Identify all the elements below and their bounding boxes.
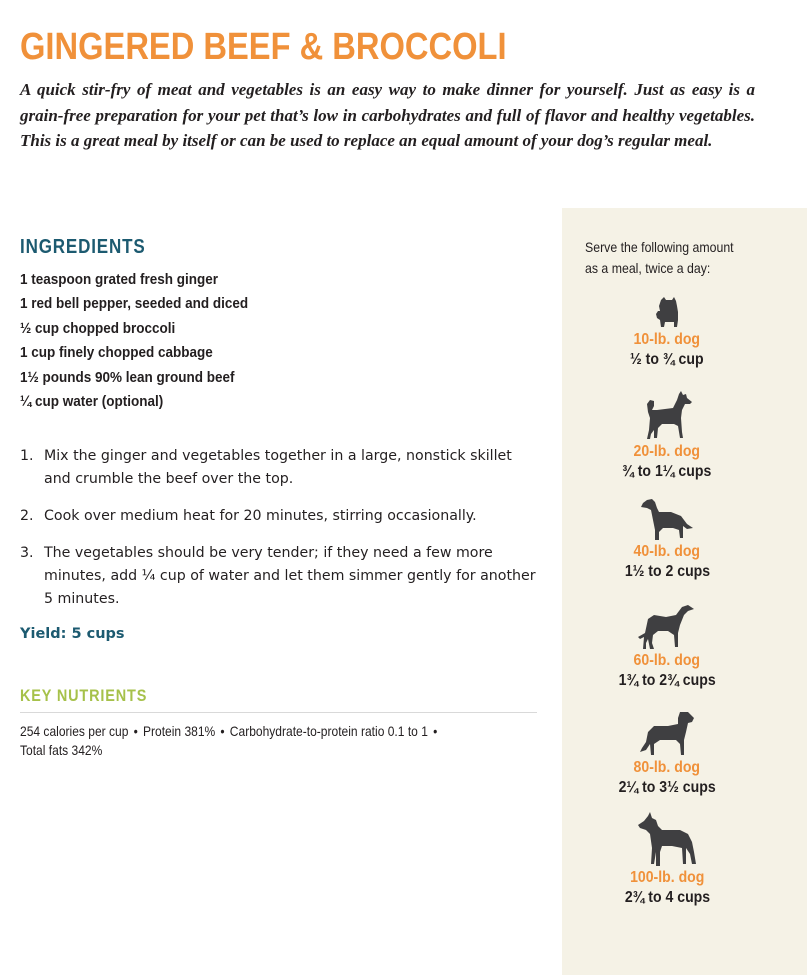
nutrients-list: [20, 722, 502, 760]
dog-weight: 60-lb. dog: [633, 652, 701, 669]
serving-note-line: as a meal, twice a day:: [585, 260, 711, 276]
retriever-dog-icon: [637, 498, 697, 542]
dog-serving-100lb: [562, 812, 772, 908]
step-text: The vegetables should be very tender; if they need a few more minutes, add ¼ cup of water and let them simmer gently for another 5 minutes.: [44, 545, 536, 607]
step-text: Mix the ginger and vegetables together in a large, nonstick skillet and crumble the beef over the top.: [44, 448, 512, 487]
small-dog-icon: [647, 296, 687, 330]
ingredients-heading: INGREDIENTS: [20, 236, 146, 258]
greyhound-dog-icon: [636, 603, 698, 651]
labrador-dog-icon: [636, 710, 698, 758]
dog-serving-10lb: [562, 296, 772, 370]
instruction-step: [20, 445, 540, 491]
ingredient-item: 1 cup finely chopped cabbage: [20, 344, 213, 362]
dog-weight: 40-lb. dog: [633, 543, 701, 560]
nutrient-item: Protein 381%: [142, 723, 216, 739]
dog-weight: 10-lb. dog: [633, 331, 701, 348]
instructions-list: [20, 445, 540, 625]
ingredient-item: 1 red bell pepper, seeded and diced: [20, 295, 249, 313]
dog-amount: 1¾ to 2¾ cups: [618, 672, 716, 689]
great-dane-dog-icon: [636, 812, 698, 868]
step-number: 2.: [20, 508, 34, 524]
recipe-title: GINGERED BEEF & BROCCOLI: [20, 26, 507, 68]
nutrient-item: 254 calories per cup: [20, 723, 129, 739]
step-text: Cook over medium heat for 20 minutes, stirring occasionally.: [44, 508, 477, 524]
ingredient-item: 1½ pounds 90% lean ground beef: [20, 368, 235, 386]
recipe-intro: A quick stir-fry of meat and vegetables is an easy way to make dinner for yourself. Just as easy is a grain-free preparation for your pet that’s low in carbohydrates and full of flavor and healthy vegetables. This is a great meal by itself or can be used to replace an equal amount of your dog’s regular meal.: [20, 80, 755, 150]
serving-note: [585, 237, 734, 279]
dog-serving-40lb: [562, 498, 772, 582]
nutrient-item: Total fats 342%: [20, 742, 103, 758]
instruction-step: [20, 542, 540, 611]
divider: [20, 712, 537, 713]
dog-amount: ½ to ¾ cup: [630, 351, 704, 368]
nutrient-item: Carbohydrate-to-protein ratio 0.1 to 1: [229, 723, 428, 739]
recipe-yield: Yield: 5 cups: [20, 626, 125, 642]
dog-amount: ¾ to 1¼ cups: [622, 463, 712, 480]
ingredient-item: ½ cup chopped broccoli: [20, 319, 176, 337]
serving-note-line: Serve the following amount: [585, 239, 734, 255]
key-nutrients-heading: KEY NUTRIENTS: [20, 686, 148, 705]
dog-amount: 2¼ to 3½ cups: [618, 779, 716, 796]
separator-dot: •: [133, 723, 138, 739]
dog-serving-80lb: [562, 710, 772, 798]
dog-weight: 80-lb. dog: [633, 759, 701, 776]
ingredient-item: 1 teaspoon grated fresh ginger: [20, 271, 219, 288]
dog-amount: 2¾ to 4 cups: [624, 889, 710, 906]
ingredients-list: [20, 268, 273, 414]
spitz-dog-icon: [637, 390, 697, 442]
dog-serving-20lb: [562, 390, 772, 482]
serving-sidebar: [562, 208, 807, 975]
step-number: 1.: [20, 448, 34, 464]
instruction-step: [20, 505, 540, 528]
dog-amount: 1½ to 2 cups: [624, 563, 710, 580]
dog-weight: 20-lb. dog: [633, 443, 701, 460]
step-number: 3.: [20, 545, 34, 561]
dog-weight: 100-lb. dog: [629, 869, 705, 886]
separator-dot: •: [433, 723, 438, 739]
ingredient-item: ¼ cup water (optional): [20, 393, 164, 411]
dog-serving-60lb: [562, 603, 772, 691]
separator-dot: •: [220, 723, 225, 739]
